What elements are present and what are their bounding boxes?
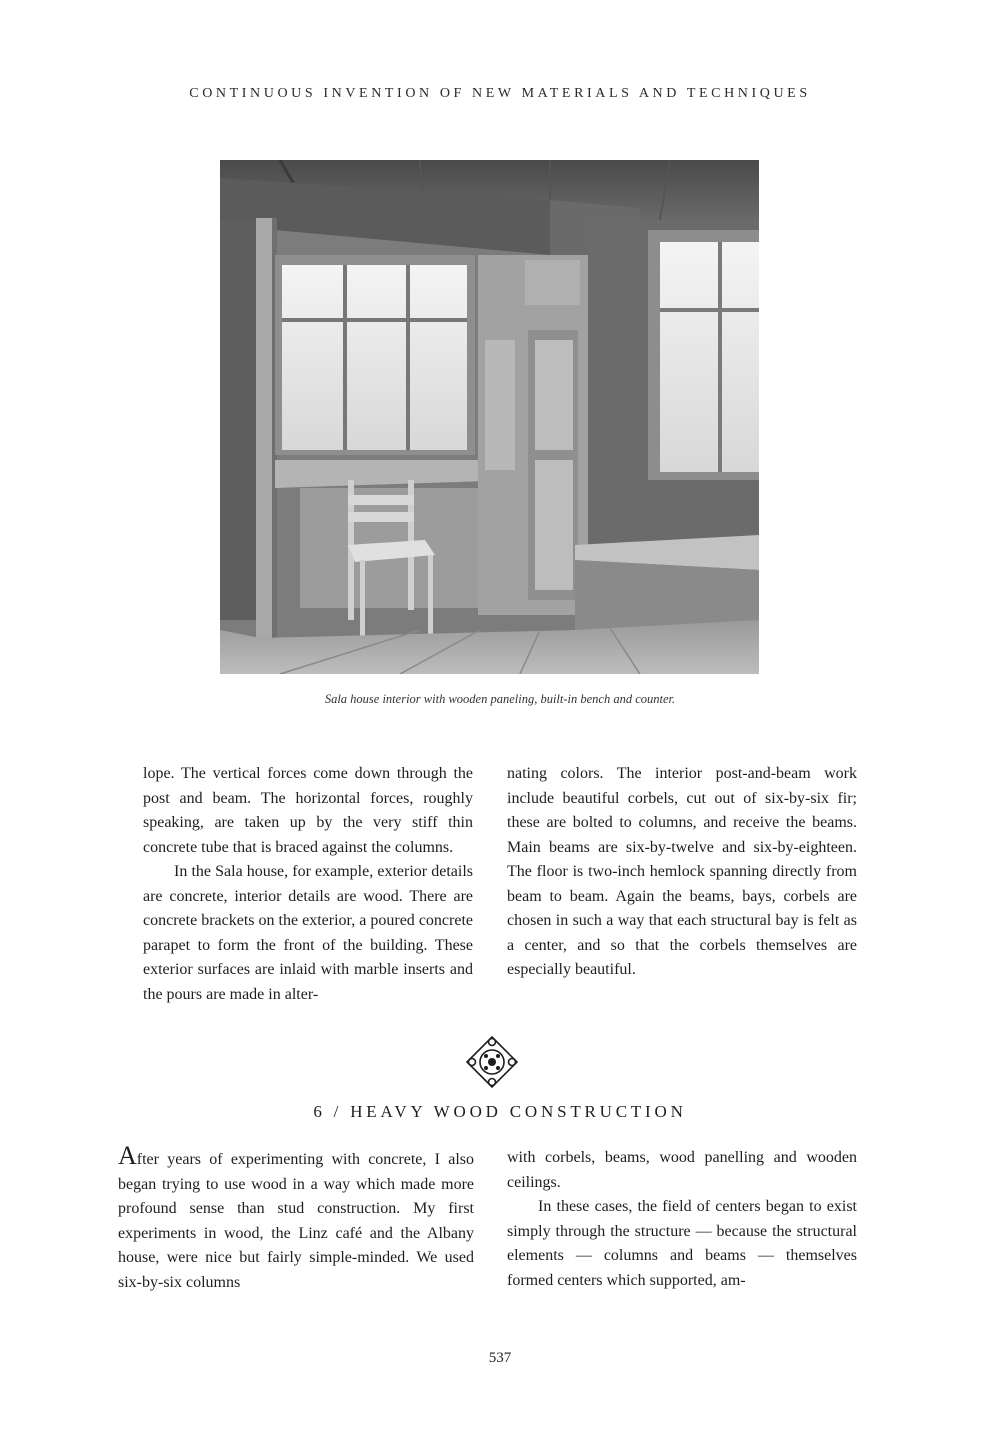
section-heading: 6 / HEAVY WOOD CONSTRUCTION bbox=[313, 1102, 687, 1121]
section-text-left-column bbox=[118, 1141, 474, 1295]
figure-caption: Sala house interior with wooden paneling, built-in bench and counter. bbox=[324, 692, 676, 706]
paragraph: lope. The vertical forces come down through the post and beam. The horizontal forces, roughly speaking, are taken up by the very stiff thin concrete tube that is braced against the columns. bbox=[143, 765, 473, 856]
paragraph: with corbels, beams, wood panelling and wooden ceilings. bbox=[507, 1149, 857, 1191]
paragraph: nating colors. The interior post-and-beam work include beautiful corbels, cut out of six-by-six fir; these are bolted to columns, and receive the beams. Main beams are six-by-twelve and six-by-eighteen. The floor is two-inch hemlock spanning directly from beam to beam. Again the beams, bays, corbels are chosen in such a way that each structural bay is felt as a center, and so that the corbels themselves are especially beautiful. bbox=[507, 765, 857, 978]
section-text-right-column bbox=[507, 1146, 857, 1293]
body-text-left-column bbox=[143, 762, 473, 1007]
drop-cap: A bbox=[118, 1141, 137, 1170]
paragraph: In these cases, the field of centers began to exist simply through the structure — because the structural elements — columns and beams — themselves formed centers which supported, am- bbox=[507, 1198, 857, 1289]
paragraph-text: fter years of experimenting with concrete, I also began trying to use wood in a way which made more profound sense than stud construction. My first experiments in wood, the Linz café and the Albany house, were nice but fairly simple-minded. We used six-by-six columns bbox=[118, 1151, 474, 1291]
running-head: CONTINUOUS INVENTION OF NEW MATERIALS AND TECHNIQUES bbox=[189, 86, 811, 101]
paragraph bbox=[118, 1141, 474, 1295]
paragraph: In the Sala house, for example, exterior details are concrete, interior details are wood. There are concrete brackets on the exterior, a poured concrete parapet to form the front of the building. These exterior surfaces are inlaid with marble inserts and the pours are made in alter- bbox=[143, 863, 473, 1003]
section-ornament-icon bbox=[464, 1034, 520, 1090]
page-number: 537 bbox=[488, 1350, 512, 1366]
sala-house-interior-photo bbox=[220, 160, 759, 674]
body-text-right-column bbox=[507, 762, 857, 983]
photo-illustration bbox=[220, 160, 759, 674]
